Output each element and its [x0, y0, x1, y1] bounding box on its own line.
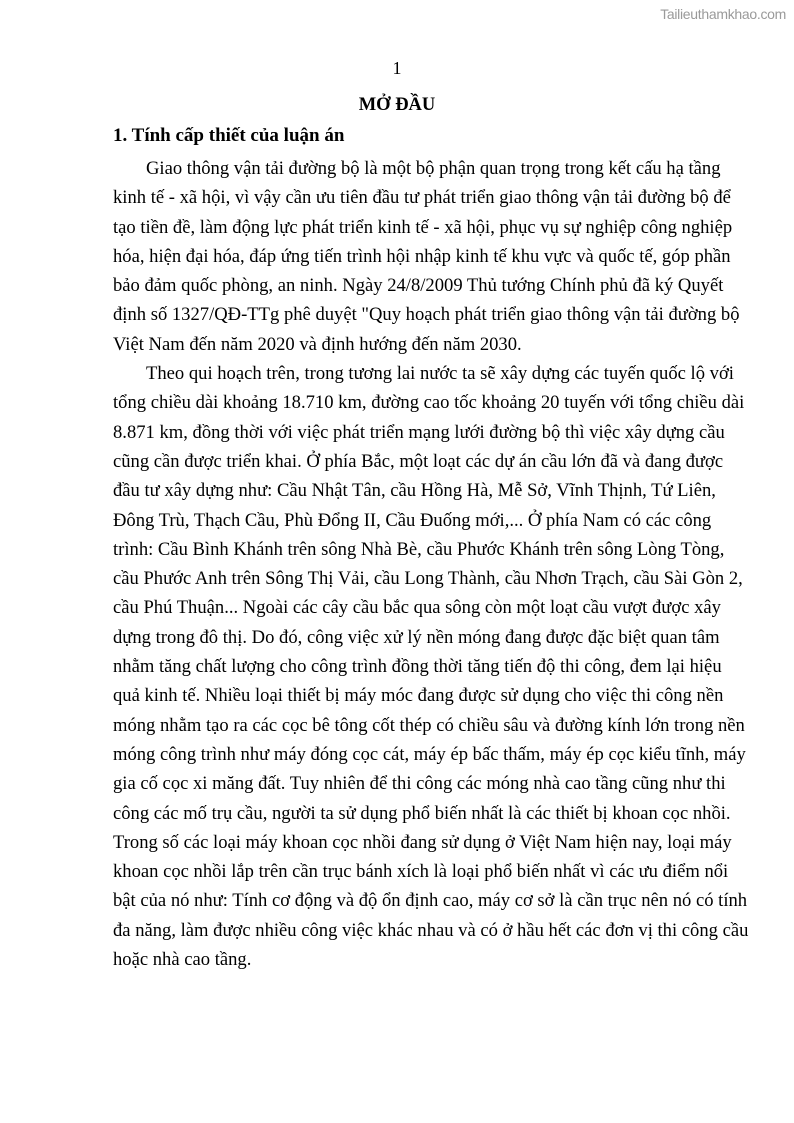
text-line: bảo đảm quốc phòng, an ninh. Ngày 24/8/2009 Thủ tướng Chính phủ đã ký Quyết: [113, 275, 724, 297]
text-line: Trong số các loại máy khoan cọc nhồi đang sử dụng ở Việt Nam hiện nay, loại máy: [113, 831, 732, 853]
text-line: khoan cọc nhồi lắp trên cần trục bánh xích là loại phổ biến nhất vì các ưu điểm nổi: [113, 861, 729, 883]
text-line: trình: Cầu Bình Khánh trên sông Nhà Bè, cầu Phước Khánh trên sông Lòng Tòng,: [113, 538, 725, 560]
text-line: cũng cần được triển khai. Ở phía Bắc, một loạt các dự án cầu lớn đã và đang được: [113, 450, 724, 472]
text-line: nhằm tăng chất lượng cho công trình đồng thời tăng tiến độ thi công, đem lại hiệu: [113, 656, 722, 678]
text-line: tổng chiều dài khoảng 18.710 km, đường cao tốc khoảng 20 tuyến với tổng chiều dài: [113, 392, 745, 414]
text-line: móng nhằm tạo ra các cọc bê tông cốt thép có chiều sâu và đường kính lớn trong nền: [113, 714, 745, 736]
body-text: [113, 154, 749, 974]
text-line: định số 1327/QĐ-TTg phê duyệt "Quy hoạch phát triển giao thông vận tải đường bộ: [113, 304, 740, 326]
text-line: hóa, hiện đại hóa, đáp ứng tiến trình hội nhập kinh tế khu vực và quốc tế, góp phần: [113, 245, 731, 267]
section-heading: 1. Tính cấp thiết của luận án: [113, 125, 345, 146]
paragraph: [113, 359, 749, 974]
text-line: dựng trong đô thị. Do đó, công việc xử lý nền móng đang được đặc biệt quan tâm: [113, 626, 720, 648]
page-number: 1: [392, 58, 402, 78]
text-line: Theo qui hoạch trên, trong tương lai nước ta sẽ xây dựng các tuyến quốc lộ với: [146, 363, 734, 385]
text-line: cầu Phú Thuận... Ngoài các cây cầu bắc qua sông còn một loạt cầu vượt được xây: [113, 597, 721, 619]
text-line: công các mố trụ cầu, người ta sử dụng phổ biến nhất là các thiết bị khoan cọc nhồi.: [113, 802, 731, 824]
paragraph: [113, 154, 740, 359]
text-line: Việt Nam đến năm 2020 và định hướng đến năm 2030.: [113, 333, 522, 355]
text-line: 8.871 km, đồng thời với việc phát triển mạng lưới đường bộ thì việc xây dựng cầu: [113, 421, 725, 443]
text-line: tạo tiền đề, làm động lực phát triển kinh tế - xã hội, phục vụ sự nghiệp công nghiệp: [113, 216, 733, 238]
text-line: hoặc nhà cao tầng.: [113, 949, 252, 971]
text-line: kinh tế - xã hội, vì vậy cần ưu tiên đầu tư phát triển giao thông vận tải đường bộ để: [113, 187, 731, 209]
page-title: MỞ ĐẦU: [358, 95, 436, 115]
text-line: quả kinh tế. Nhiều loại thiết bị máy móc đang được sử dụng cho việc thi công nền: [113, 685, 724, 707]
text-line: cầu Phước Anh trên Sông Thị Vải, cầu Long Thành, cầu Nhơn Trạch, cầu Sài Gòn 2,: [113, 568, 743, 590]
text-line: đa năng, làm được nhiều công việc khác nhau và có ở hầu hết các đơn vị thi công cầu: [113, 919, 749, 941]
text-line: đầu tư xây dựng như: Cầu Nhật Tân, cầu Hồng Hà, Mễ Sở, Vĩnh Thịnh, Tứ Liên,: [113, 480, 716, 502]
text-line: bật của nó như: Tính cơ động và độ ổn định cao, máy cơ sở là cần trục nên nó có tính: [113, 890, 748, 912]
text-line: Giao thông vận tải đường bộ là một bộ phận quan trọng trong kết cấu hạ tầng: [146, 158, 721, 179]
text-line: móng công trình như máy đóng cọc cát, máy ép bấc thấm, máy ép cọc kiểu tĩnh, máy: [113, 743, 746, 765]
text-line: Đông Trù, Thạch Cầu, Phù Đổng II, Cầu Đuống mới,... Ở phía Nam có các công: [113, 509, 712, 531]
text-line: gia cố cọc xi măng đất. Tuy nhiên để thi công các móng nhà cao tầng cũng như thi: [113, 773, 726, 795]
watermark: Tailieuthamkhao.com: [660, 6, 786, 22]
